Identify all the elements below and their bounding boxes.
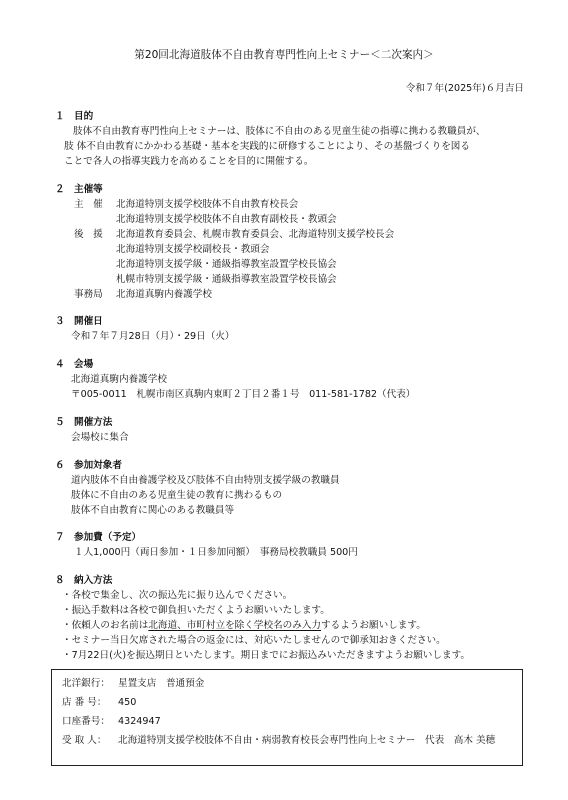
section-5-heading: 開催方法 xyxy=(74,417,113,428)
section-6-heading: 参加対象者 xyxy=(74,460,122,471)
purpose-line-2: 肢 体不自由教育にかかわる基礎・基本を実践的に研修することにより、その基盤づくりを図る xyxy=(64,141,470,152)
method-text: 会場校に集合 xyxy=(71,432,129,443)
section-6-number: ６ xyxy=(55,460,65,471)
target-line-3: 肢体不自由教育に関心のある教職員等 xyxy=(71,505,235,516)
section-1-number: １ xyxy=(55,111,65,122)
fee-text: １人1,000円（両日参加・１日参加同額） 事務局校教職員 500円 xyxy=(74,547,358,558)
target-line-2: 肢体に不自由のある児童生徒の教育に携わるもの xyxy=(71,490,283,501)
bank-info-box xyxy=(51,669,523,766)
bank-label: 北洋銀行： xyxy=(62,678,110,689)
section-3-heading: 開催日 xyxy=(74,316,103,327)
support-line-4: 札幌市特別支援学級・通級指導教室設置学校長協会 xyxy=(116,274,337,285)
branch-label: 店 番 号： xyxy=(62,697,107,708)
office-value: 北海道真駒内養護学校 xyxy=(116,289,212,300)
purpose-line-1: 肢体不自由教育専門性向上セミナーは、肢体に不自由のある児童生徒の指導に携わる教職員が、 xyxy=(73,126,486,137)
venue-name: 北海道真駒内養護学校 xyxy=(71,374,167,385)
organizer-label: 主 催 xyxy=(74,199,103,210)
event-date: 令和７年７月28日（月）・29日（火） xyxy=(71,331,235,342)
section-4-number: ４ xyxy=(55,359,65,370)
bank-value: 星置支店 普通預金 xyxy=(118,678,205,689)
account-value: 4324947 xyxy=(118,716,161,727)
support-label: 後 援 xyxy=(74,229,103,240)
payment-note-2: ・振込手数料は各校で御負担いただくようお願いいたします。 xyxy=(62,605,330,616)
support-line-3: 北海道特別支援学級・通級指導教室設置学校長協会 xyxy=(116,259,337,270)
recipient-label: 受 取 人： xyxy=(62,735,107,746)
payment-note-4: ・セミナー当日欠席された場合の返金には、対応いたしませんので御承知おきください。 xyxy=(62,635,446,646)
support-line-2: 北海道特別支援学校副校長・教頭会 xyxy=(116,244,270,255)
section-8-heading: 納入方法 xyxy=(74,575,113,586)
section-8-number: ８ xyxy=(55,575,65,586)
section-5-number: ５ xyxy=(55,417,65,428)
section-2-heading: 主催等 xyxy=(74,184,103,195)
payment-note-3-pre: ・依頼人のお名前は xyxy=(62,620,149,631)
section-4-heading: 会場 xyxy=(74,359,94,370)
issue-date: 令和７年(2025年)６月吉日 xyxy=(405,83,524,94)
section-3-number: ３ xyxy=(55,316,65,327)
recipient-value: 北海道特別支援学校肢体不自由・病弱教育校長会専門性向上セミナー 代表 高木 美穂 xyxy=(118,735,496,746)
payment-note-3 xyxy=(62,621,426,631)
payment-note-3-post: するようお願いします。 xyxy=(321,620,426,631)
section-7-heading: 参加費（予定） xyxy=(74,532,142,543)
support-line-1: 北海道教育委員会、札幌市教育委員会、北海道特別支援学校長会 xyxy=(116,229,395,240)
document-title: 第20回北海道肢体不自由教育専門性向上セミナー＜二次案内＞ xyxy=(134,49,434,61)
account-label: 口座番号： xyxy=(62,716,110,727)
payment-note-3-underlined: 北海道、市町村立を除く学校名のみ入力 xyxy=(148,620,322,631)
organizer-line-1: 北海道特別支援学校肢体不自由教育校長会 xyxy=(116,199,299,210)
section-7-number: ７ xyxy=(55,532,65,543)
branch-value: 450 xyxy=(118,697,137,708)
purpose-line-3: ことで各人の指導実践力を高めることを目的に開催する。 xyxy=(64,156,314,167)
payment-note-1: ・各校で集金し、次の振込先に振り込んでください。 xyxy=(62,590,293,601)
office-label: 事務局 xyxy=(74,289,103,300)
target-line-1: 道内肢体不自由養護学校及び肢体不自由特別支援学級の教職員 xyxy=(71,475,340,486)
section-2-number: ２ xyxy=(55,184,65,195)
organizer-line-2: 北海道特別支援学校肢体不自由教育副校長・教頭会 xyxy=(116,214,337,225)
payment-note-5: ・7月22日(火)を振込期日といたします。期日までにお振込みいただきますようお願いします。 xyxy=(62,650,471,661)
venue-address: 〒005-0011 札幌市南区真駒内東町２丁目２番１号 011-581-1782（代表） xyxy=(71,389,416,400)
section-1-heading: 目的 xyxy=(74,111,94,122)
